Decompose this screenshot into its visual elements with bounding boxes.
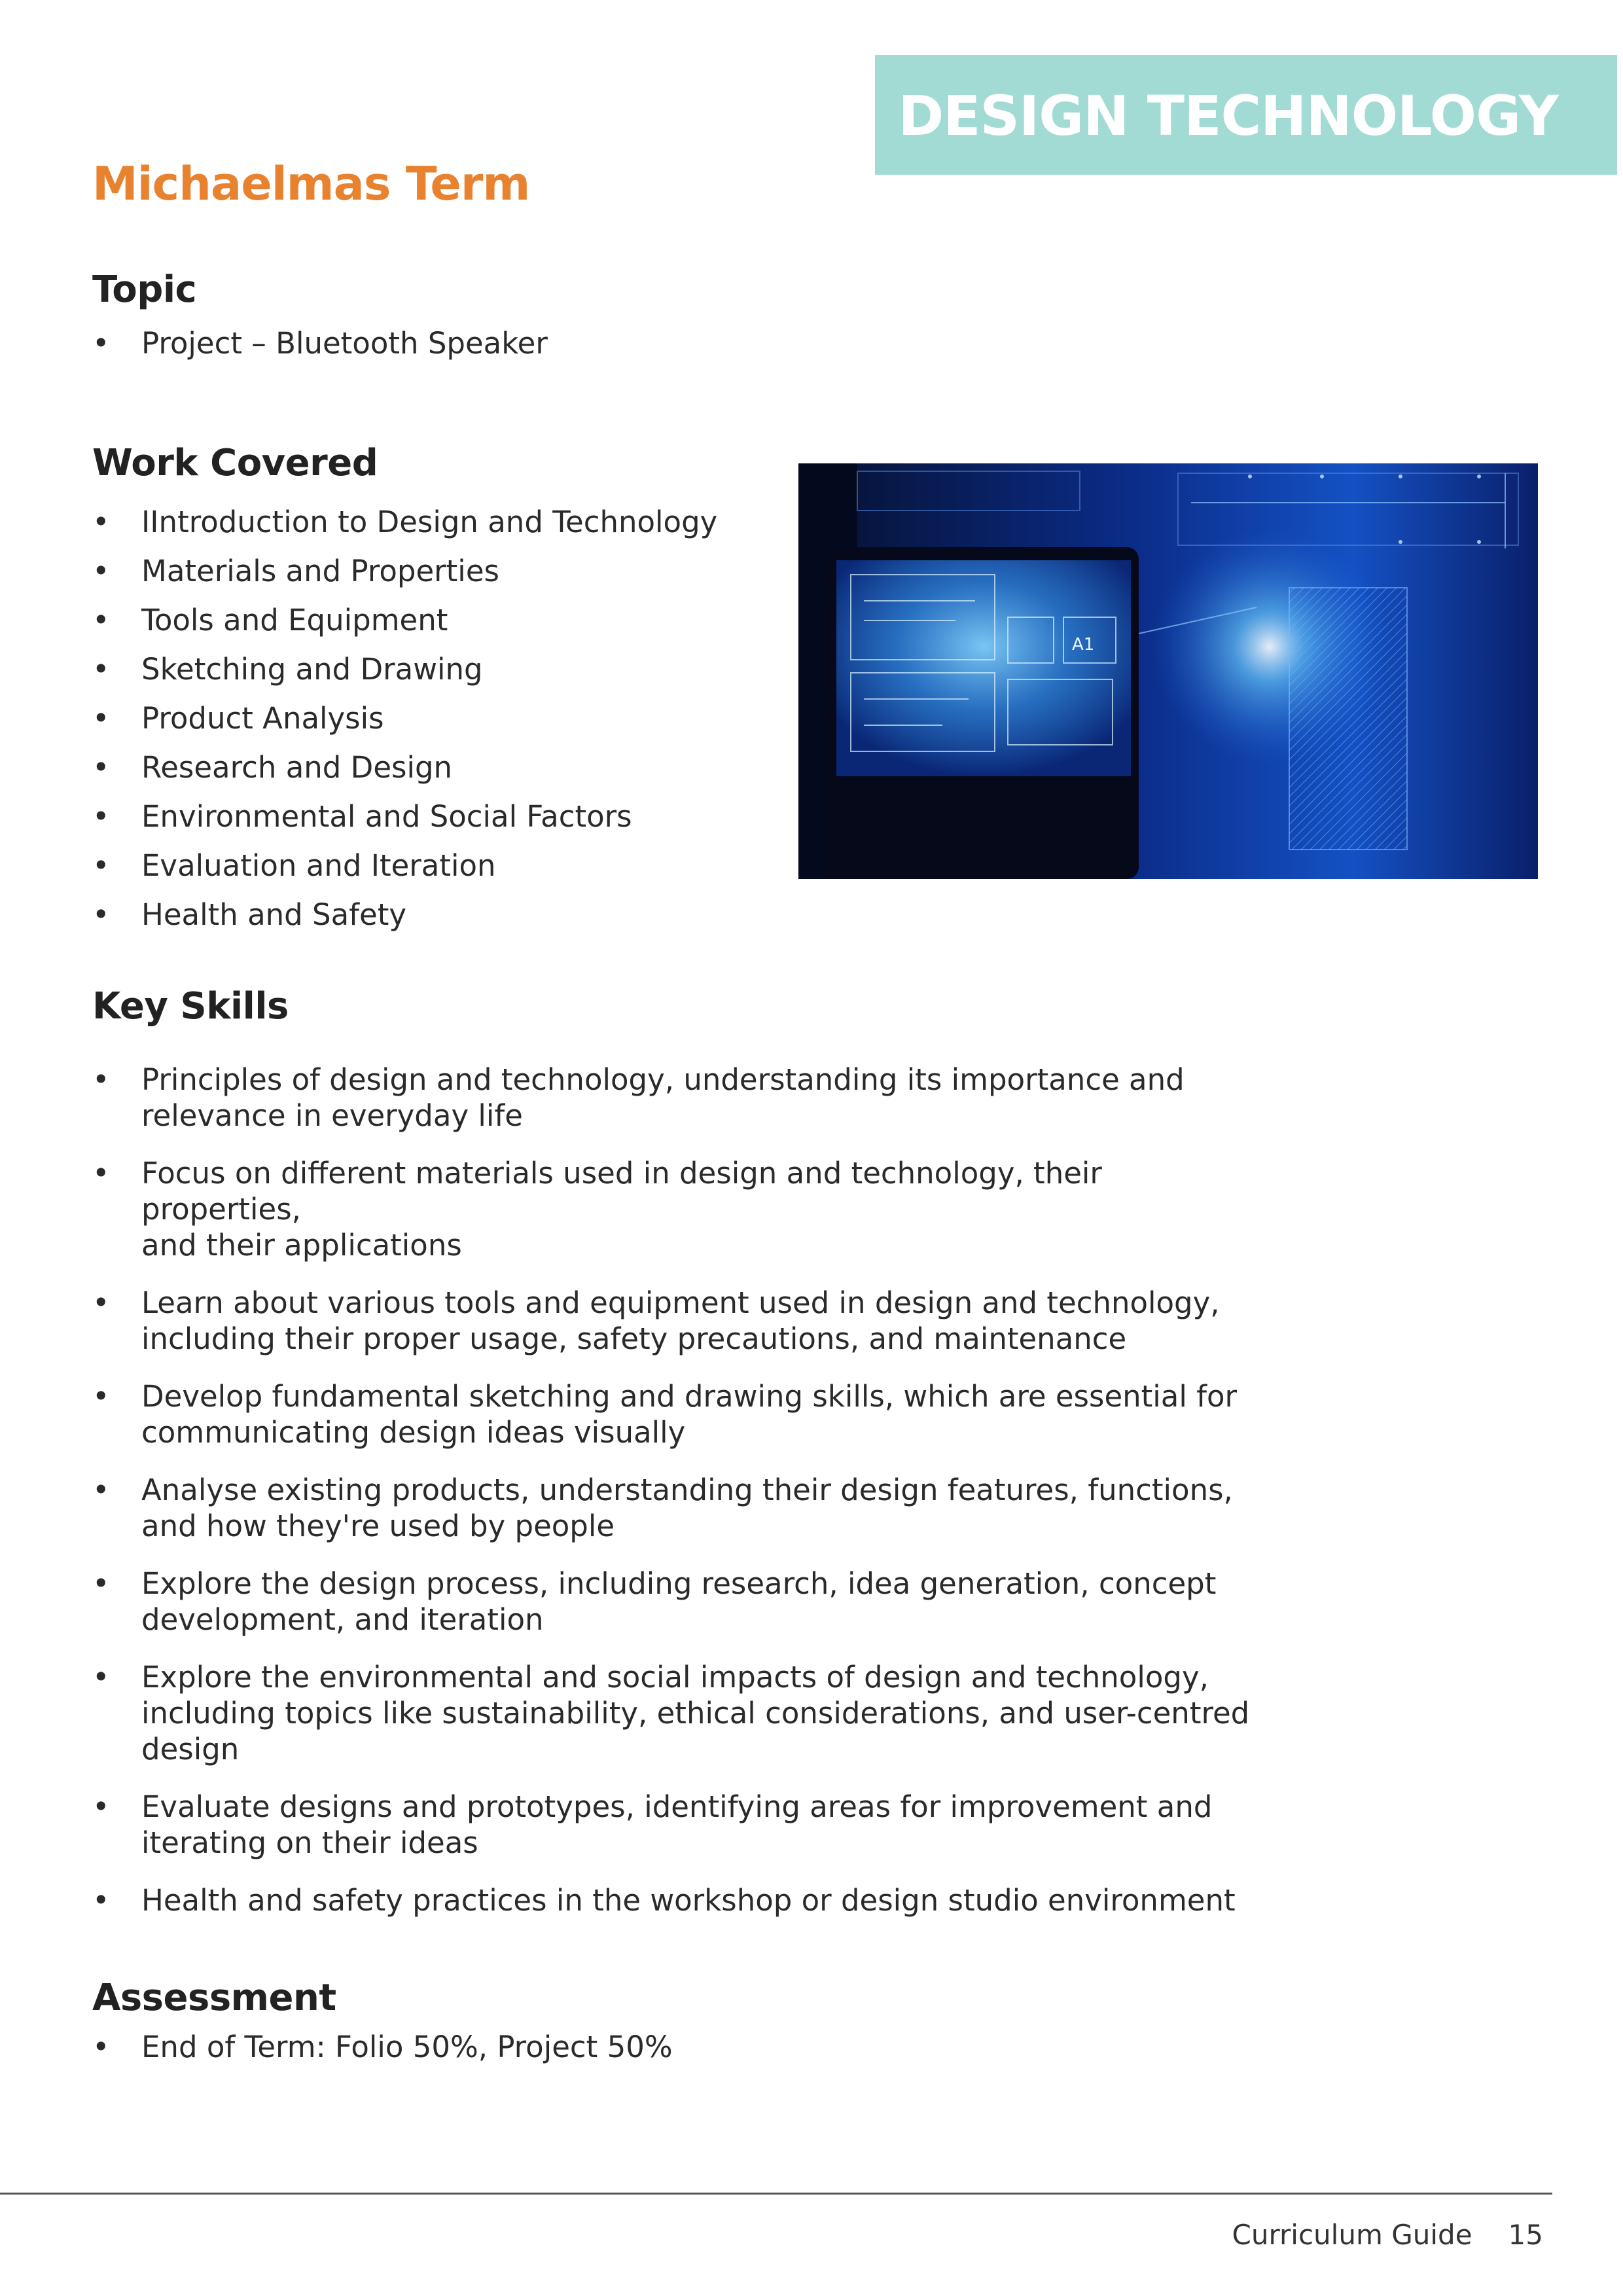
bullet-icon: • — [92, 1285, 110, 1320]
list-item — [92, 743, 717, 792]
list-item-text: Product Analysis — [141, 701, 384, 736]
key-skills-list — [92, 1062, 1251, 1940]
list-item-line: iterating on their ideas — [141, 1825, 478, 1860]
list-item — [92, 645, 717, 694]
list-item-line: Focus on different materials used in design and technology, their properties, — [141, 1156, 1102, 1227]
list-item — [92, 1155, 1251, 1263]
list-item-line: design — [141, 1732, 240, 1767]
subject-title: DESIGN TECHNOLOGY — [898, 84, 1558, 148]
subject-banner — [875, 55, 1617, 175]
bullet-icon: • — [92, 505, 110, 539]
bullet-icon: • — [92, 1883, 110, 1918]
list-item-line: communicating design ideas visually — [141, 1415, 686, 1450]
list-item-line: Explore the environmental and social impacts of design and technology, — [141, 1660, 1209, 1695]
list-item-text: Sketching and Drawing — [141, 652, 483, 687]
list-item — [92, 2022, 673, 2072]
list-item — [92, 1789, 1251, 1861]
list-item-line: Develop fundamental sketching and drawing skills, which are essential for — [141, 1379, 1238, 1414]
list-item — [92, 1062, 1251, 1134]
bullet-icon: • — [92, 1789, 110, 1824]
list-item — [92, 1882, 1251, 1918]
list-item-line: and how they're used by people — [141, 1509, 615, 1543]
list-item — [92, 319, 548, 368]
list-item — [92, 1659, 1251, 1767]
bullet-icon: • — [92, 701, 110, 736]
assessment-heading: Assessment — [92, 1977, 336, 2019]
bullet-icon: • — [92, 897, 110, 932]
bullet-icon: • — [92, 750, 110, 785]
footer-divider — [0, 2193, 1552, 2195]
bullet-icon: • — [92, 799, 110, 834]
bullet-icon: • — [92, 2030, 110, 2064]
list-item-line: Explore the design process, including research, idea generation, concept — [141, 1566, 1217, 1601]
page-footer — [1232, 2219, 1543, 2251]
list-item-text: Health and Safety — [141, 897, 406, 932]
illustration-label: A1 — [1072, 635, 1095, 655]
assessment-list — [92, 2022, 673, 2072]
list-item — [92, 1378, 1251, 1450]
bullet-icon: • — [92, 1473, 110, 1507]
page-number: 15 — [1508, 2219, 1543, 2251]
list-item-line: Learn about various tools and equipment used in design and technology, — [141, 1285, 1220, 1320]
list-item — [92, 1566, 1251, 1638]
list-item-line: including topics like sustainability, ethical considerations, and user-centred — [141, 1696, 1250, 1731]
list-item-text: End of Term: Folio 50%, Project 50% — [141, 2030, 673, 2064]
list-item-line: Health and safety practices in the workshop or design studio environment — [141, 1883, 1236, 1918]
bullet-icon: • — [92, 1566, 110, 1601]
list-item — [92, 890, 717, 939]
list-item — [92, 841, 717, 890]
list-item-text: Evaluation and Iteration — [141, 848, 496, 883]
bullet-icon: • — [92, 1062, 110, 1097]
list-item — [92, 1472, 1251, 1544]
bullet-icon: • — [92, 1660, 110, 1695]
bullet-icon: • — [92, 848, 110, 883]
bullet-icon: • — [92, 1156, 110, 1191]
bullet-icon: • — [92, 1379, 110, 1414]
list-item-line: Evaluate designs and prototypes, identifying areas for improvement and — [141, 1789, 1213, 1824]
list-item-text: Project – Bluetooth Speaker — [141, 326, 548, 361]
key-skills-heading: Key Skills — [92, 985, 289, 1028]
list-item-line: development, and iteration — [141, 1602, 544, 1637]
list-item-text: Environmental and Social Factors — [141, 799, 632, 834]
work-covered-heading: Work Covered — [92, 442, 378, 484]
list-item — [92, 547, 717, 596]
design-technology-illustration — [798, 463, 1538, 879]
list-item-line: relevance in everyday life — [141, 1098, 523, 1133]
list-item-text: IIntroduction to Design and Technology — [141, 505, 718, 539]
hero-image — [798, 463, 1538, 879]
list-item — [92, 694, 717, 743]
list-item-line: and their applications — [141, 1228, 462, 1263]
list-item-text: Tools and Equipment — [141, 603, 448, 637]
list-item — [92, 596, 717, 645]
list-item — [92, 792, 717, 841]
term-heading: Michaelmas Term — [92, 157, 530, 211]
topic-list — [92, 319, 548, 368]
bullet-icon: • — [92, 652, 110, 687]
bullet-icon: • — [92, 554, 110, 588]
work-covered-list — [92, 497, 717, 939]
list-item — [92, 1285, 1251, 1357]
list-item-text: Research and Design — [141, 750, 453, 785]
bullet-icon: • — [92, 326, 110, 361]
list-item-line: Analyse existing products, understanding their design features, functions, — [141, 1473, 1233, 1507]
list-item-line: including their proper usage, safety precautions, and maintenance — [141, 1321, 1127, 1356]
list-item-text: Materials and Properties — [141, 554, 499, 588]
list-item — [92, 497, 717, 547]
bullet-icon: • — [92, 603, 110, 637]
footer-label: Curriculum Guide — [1232, 2219, 1472, 2251]
topic-heading: Topic — [92, 268, 197, 311]
list-item-line: Principles of design and technology, understanding its importance and — [141, 1062, 1185, 1097]
